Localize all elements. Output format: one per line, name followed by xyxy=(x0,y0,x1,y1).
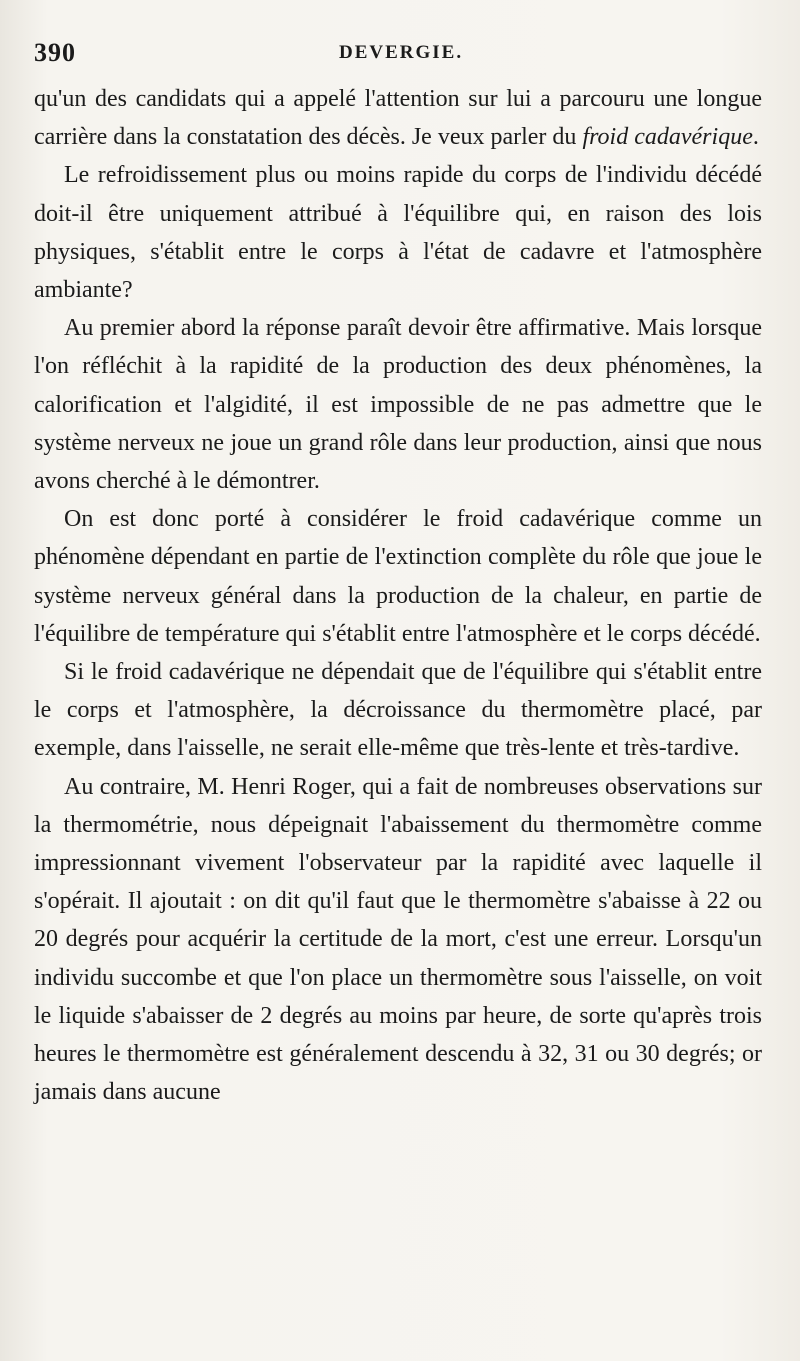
paragraph-6: Au contraire, M. Henri Roger, qui a fait de nombreuses observations sur la thermométrie, nous dépeignait l'abaissement du thermomètre comme impressionnant vivement l'observateur par la rapidité avec laquelle il s'opérait. Il ajoutait : on dit qu'il faut que le thermomètre s'abaisse à 22 ou 20 degrés pour acquérir la certitude de la mort, c'est une erreur. Lorsqu'un individu succombe et que l'on place un thermomètre sous l'aisselle, on voit le liquide s'abaisser de 2 degrés au moins par heure, de sorte qu'après trois heures le thermomètre est généralement descendu à 32, 31 ou 30 degrés; or jamais dans aucune xyxy=(34,773,762,1106)
paragraph-1 xyxy=(34,80,762,156)
paragraph-1-text: qu'un des candidats qui a appelé l'attention sur lui a parcouru une longue carrière dans la constatation des décès. Je veux parler du xyxy=(34,86,762,151)
running-head: DEVERGIE. xyxy=(339,42,464,63)
italic-term: froid cadavérique xyxy=(582,124,753,151)
paragraph-2: Le refroidissement plus ou moins rapide du corps de l'individu décédé doit-il être uniquement attribué à l'équilibre qui, en raison des lois physiques, s'établit entre le corps à l'état de cadavre et l'atmosphère ambiante? xyxy=(34,162,762,304)
paragraph-5: Si le froid cadavérique ne dépendait que de l'équilibre qui s'établit entre le corps et l'atmosphère, la décroissance du thermomètre placé, par exemple, dans l'aisselle, ne serait elle-même que très-lente et très-tardive. xyxy=(34,659,762,762)
page-header xyxy=(34,38,760,78)
paragraph-1-end: . xyxy=(752,124,759,151)
page-number: 390 xyxy=(34,38,76,67)
paragraph-4: On est donc porté à considérer le froid cadavérique comme un phénomène dépendant en partie de l'extinction complète du rôle que joue le système nerveux général dans la production de la chaleur, en partie de l'équilibre de température qui s'établit entre l'atmosphère et le corps décédé. xyxy=(34,506,762,647)
paragraph-3: Au premier abord la réponse paraît devoir être affirmative. Mais lorsque l'on réfléchit à la rapidité de la production des deux phénomènes, la calorification et l'algidité, il est impossible de ne pas admettre que le système nerveux ne joue un grand rôle dans leur production, ainsi que nous avons cherché à le démontrer. xyxy=(34,315,762,495)
body-text xyxy=(34,80,762,1111)
